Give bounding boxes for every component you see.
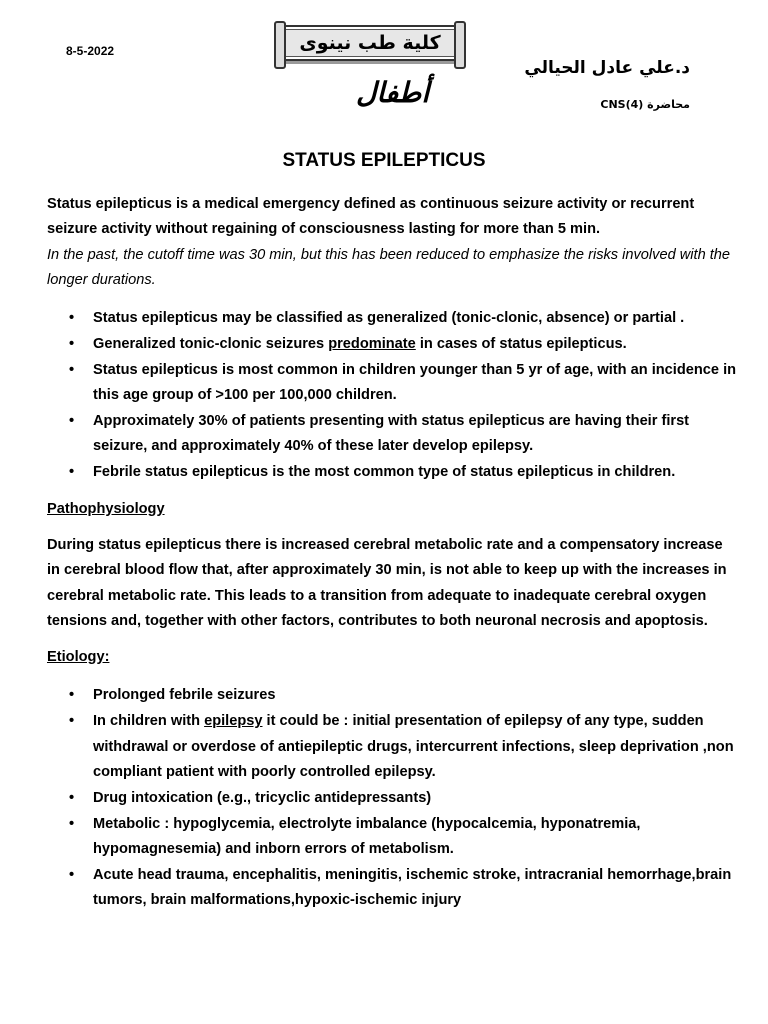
list-item: • Status epilepticus is most common in children younger than 5 yr of age, with an incidence in this age group of >100 per 100,000 children. — [93, 358, 737, 409]
pathophysiology-heading: Pathophysiology — [47, 500, 165, 517]
underlined-term: epilepsy — [204, 713, 263, 730]
list-item: • Approximately 30% of patients presenting with status epilepticus are having their first seizure, and approximately 40% of these later develop epilepsy. — [93, 409, 737, 460]
pathophysiology-paragraph: During status epilepticus there is increased cerebral metabolic rate and a compensatory increase in cerebral blood flow that, after approximately 30 min, is not able to keep up with the increases in cerebral metabolic rate. This leads to a transition from adequate to inadequate cerebral oxygen tensions and, together with other factors, contributes to both neuronal necrosis and apoptosis. — [47, 536, 727, 629]
definition-paragraph: Status epilepticus is a medical emergency defined as continuous seizure activity or recurrent seizure activity without regaining of consciousness lasting for more than 5 min. — [47, 196, 695, 238]
list-item-text: Generalized tonic-clonic seizures — [93, 336, 329, 353]
lecture-label: محاضرة CNS(4) — [600, 98, 690, 111]
document-body — [47, 192, 737, 914]
college-name: كلية طب نينوى — [299, 32, 441, 54]
history-note: In the past, the cutoff time was 30 min, but this has been reduced to emphasize the risks involved with the longer durations. — [47, 246, 731, 288]
list-item: • Status epilepticus may be classified as generalized (tonic-clonic, absence) or partial . — [93, 306, 737, 331]
author-name: د.علي عادل الحيالي — [524, 58, 690, 78]
list-item-text: it could be : initial presentation of epilepsy of any type, sudden withdrawal or overdose of antiepileptic drugs, intercurrent infections, sleep deprivation ,non compliant patient with poorly controlled epilepsy. — [93, 713, 734, 780]
facts-list — [47, 306, 737, 485]
list-item — [93, 709, 737, 785]
etiology-list — [47, 683, 737, 913]
list-item — [93, 332, 737, 357]
department-title: أطفال — [356, 76, 430, 109]
list-item: • Drug intoxication (e.g., tricyclic antidepressants) — [93, 786, 737, 811]
date: 8-5-2022 — [66, 44, 115, 58]
college-name-banner — [281, 25, 459, 61]
list-item: • Febrile status epilepticus is the most common type of status epilepticus in children. — [93, 460, 737, 485]
underlined-term: predominate — [328, 336, 416, 353]
etiology-heading: Etiology: — [47, 649, 110, 666]
list-item-text: In children with — [93, 713, 205, 730]
list-item-text: in cases of status epilepticus. — [415, 336, 627, 353]
list-item: • Acute head trauma, encephalitis, meningitis, ischemic stroke, intracranial hemorrhage,brain tumors, brain malformations,hypoxic-ischemic injury — [93, 863, 737, 914]
list-item: • Prolonged febrile seizures — [93, 683, 737, 708]
list-item: • Metabolic : hypoglycemia, electrolyte imbalance (hypocalcemia, hyponatremia, hypomagnesemia) and inborn errors of metabolism. — [93, 812, 737, 863]
page-title: STATUS EPILEPTICUS — [282, 150, 486, 171]
